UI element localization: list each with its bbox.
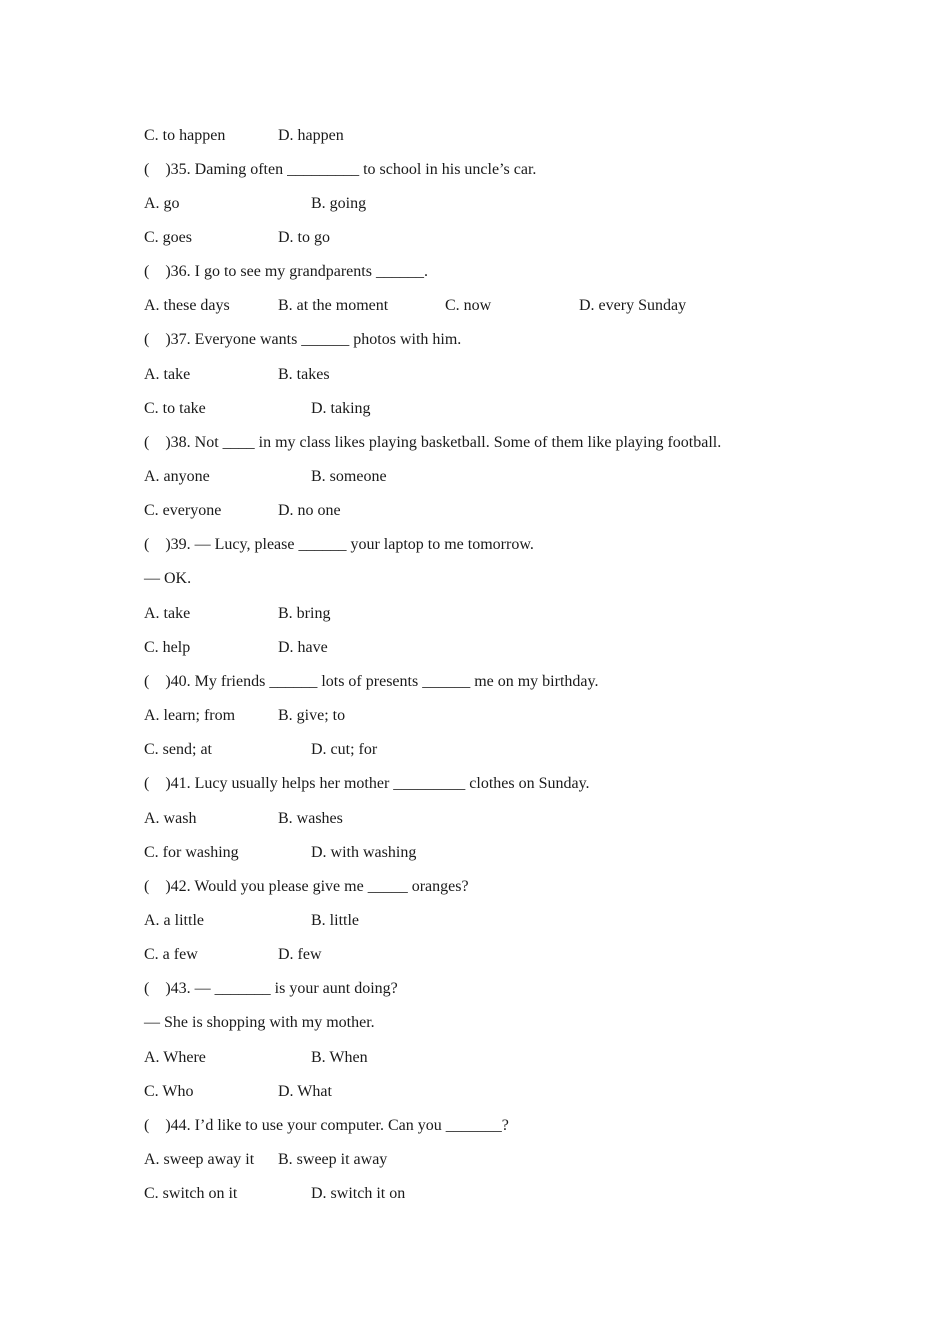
option-row — [144, 1047, 368, 1069]
question-39: ( )39. — Lucy, please ______ your laptop to me tomorrow. — [144, 536, 534, 553]
option: C. now — [445, 297, 492, 314]
option-row — [144, 500, 341, 522]
option: A. take — [144, 605, 191, 622]
option: C. help — [144, 639, 191, 656]
question-44: ( )44. I’d like to use your computer. Can you _______? — [144, 1117, 509, 1134]
option: B. give; to — [278, 707, 346, 724]
option: B. someone — [311, 468, 387, 485]
question-37: ( )37. Everyone wants ______ photos with him. — [144, 331, 462, 348]
option: B. little — [311, 912, 359, 929]
option: C. to happen — [144, 127, 226, 144]
option: C. a few — [144, 946, 198, 963]
option: C. Who — [144, 1083, 194, 1100]
option: A. wash — [144, 810, 197, 827]
option-row — [144, 808, 343, 830]
option: A. these days — [144, 297, 230, 314]
question-42: ( )42. Would you please give me _____ oranges? — [144, 878, 469, 895]
dialogue-response: — She is shopping with my mother. — [144, 1014, 375, 1031]
option: D. to go — [278, 229, 330, 246]
option: A. learn; from — [144, 707, 236, 724]
question-38: ( )38. Not ____ in my class likes playing basketball. Some of them like playing football. — [144, 434, 722, 451]
option: B. takes — [278, 366, 330, 383]
option: D. switch it on — [311, 1185, 406, 1202]
option-row — [144, 193, 367, 215]
option-row — [144, 1081, 332, 1103]
option: B. sweep it away — [278, 1151, 388, 1168]
option-row — [144, 295, 687, 317]
question-35: ( )35. Daming often _________ to school in his uncle’s car. — [144, 161, 537, 178]
option: A. Where — [144, 1049, 206, 1066]
question-40: ( )40. My friends ______ lots of presents ______ me on my birthday. — [144, 673, 599, 690]
option: B. going — [311, 195, 367, 212]
option: D. no one — [278, 502, 341, 519]
option: D. cut; for — [311, 741, 378, 758]
dialogue-response: — OK. — [144, 570, 192, 587]
option-row — [144, 227, 330, 249]
option-row — [144, 944, 322, 966]
option-row — [144, 739, 378, 761]
option-row — [144, 842, 417, 864]
question-41: ( )41. Lucy usually helps her mother _________ clothes on Sunday. — [144, 775, 590, 792]
option: A. a little — [144, 912, 204, 929]
option: D. happen — [278, 127, 344, 144]
option-row — [144, 603, 331, 625]
option: B. washes — [278, 810, 343, 827]
option: C. to take — [144, 400, 206, 417]
option-row — [144, 705, 346, 727]
option: D. What — [278, 1083, 332, 1100]
option: A. take — [144, 366, 191, 383]
option: D. every Sunday — [579, 297, 687, 314]
option: A. anyone — [144, 468, 210, 485]
option: C. for washing — [144, 844, 239, 861]
option: A. sweep away it — [144, 1151, 255, 1168]
option: D. have — [278, 639, 328, 656]
option: D. taking — [311, 400, 371, 417]
option-row — [144, 910, 359, 932]
option: D. with washing — [311, 844, 417, 861]
option-row — [144, 125, 344, 147]
option: B. When — [311, 1049, 368, 1066]
option: B. bring — [278, 605, 331, 622]
option-row — [144, 1149, 388, 1171]
option: C. everyone — [144, 502, 222, 519]
option: A. go — [144, 195, 180, 212]
option-row — [144, 1183, 406, 1205]
option: C. switch on it — [144, 1185, 238, 1202]
question-43: ( )43. — _______ is your aunt doing? — [144, 980, 398, 997]
question-36: ( )36. I go to see my grandparents ______. — [144, 263, 428, 280]
option: C. send; at — [144, 741, 212, 758]
option-row — [144, 364, 330, 386]
option: D. few — [278, 946, 322, 963]
option-row — [144, 637, 328, 659]
option: C. goes — [144, 229, 192, 246]
option-row — [144, 466, 387, 488]
option-row — [144, 398, 371, 420]
option: B. at the moment — [278, 297, 389, 314]
